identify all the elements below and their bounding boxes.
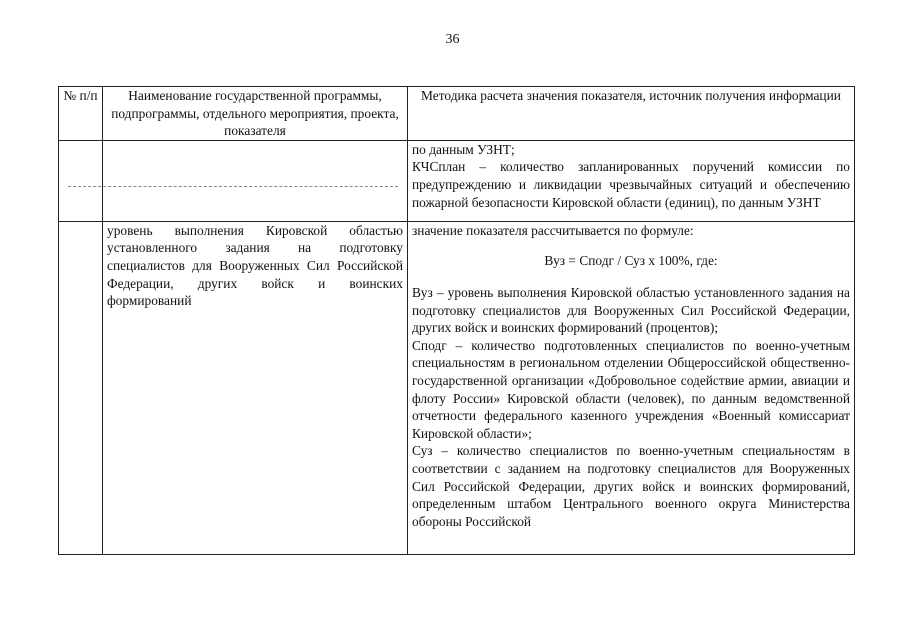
formula-intro: значение показателя рассчитывается по формуле: xyxy=(412,222,694,238)
formula: Вуз = Сподг / Суз x 100%, где: xyxy=(544,253,718,269)
definition-vuz: Вуз – уровень выполнения Кировской областью установленного задания на подготовку специалистов для Вооруженных Сил Российской Федерации, других войск и воинских формирований (процентов); xyxy=(412,284,850,336)
row1-number xyxy=(59,140,103,221)
dashed-separator xyxy=(68,186,398,187)
indicators-table xyxy=(58,86,855,555)
header-methodology: Методика расчета значения показателя, источник получения информации xyxy=(408,87,855,141)
row2-methodology xyxy=(408,221,855,554)
table-row xyxy=(59,140,855,221)
header-number: № п/п xyxy=(59,87,103,141)
row2-number xyxy=(59,221,103,554)
row1-methodology xyxy=(408,140,855,221)
page-number: 36 xyxy=(445,32,460,47)
definition-spodg: Сподг – количество подготовленных специалистов по военно-учетным специальностям в региональном отделении Общероссийской общественно-государственной организации «Добровольное содействие армии, авиации и флоту России» Кировской области (человек), по данным ведомственной отчетности федерального казенного учреждения «Военный комиссариат Кировской области»; xyxy=(412,337,850,441)
row1-name xyxy=(103,140,408,221)
row1-text-line: КЧСплан – количество запланированных поручений комиссии по предупреждению и ликвидации чрезвычайных ситуаций и обеспечению пожарной безопасности Кировской области (единиц), по данным УЗНТ xyxy=(412,159,850,210)
row2-indicator-name: уровень выполнения Кировской областью установленного задания на подготовку специалистов для Вооруженных Сил Российской Федерации, других войск и воинских формирований xyxy=(103,221,408,554)
definition-suz: Суз – количество специалистов по военно-учетным специальностям в соответствии с заданием на подготовку специалистов для Вооруженных Сил Российской Федерации, других войск и воинских формирований, определенным штабом Центрального военного округа Министерства обороны Российской xyxy=(412,443,850,529)
table-header-row xyxy=(59,87,855,141)
row1-text-line: по данным УЗНТ; xyxy=(412,141,515,157)
header-program-name: Наименование государственной программы, подпрограммы, отдельного мероприятия, проекта, показателя xyxy=(103,87,408,141)
table-row xyxy=(59,221,855,554)
